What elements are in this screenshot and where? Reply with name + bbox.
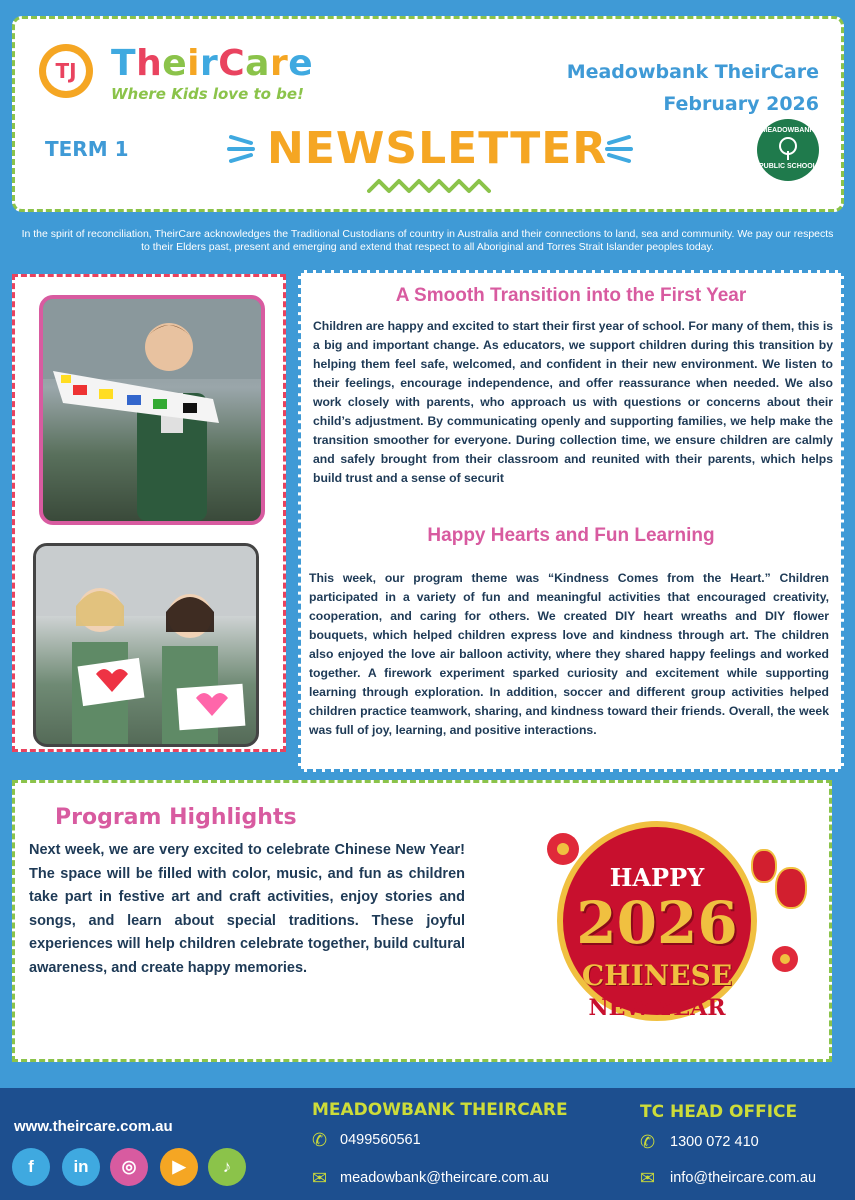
email-icon: ✉ [312,1168,328,1188]
office-email[interactable]: info@theircare.com.au [670,1170,817,1186]
school-name-top: MEADOWBANK [761,127,815,134]
header-panel [12,16,844,212]
acknowledgement-of-country: In the spirit of reconciliation, TheirCare acknowledges the Traditional Custodians of country in Australia and their connections to land, sea and community. We pay our respects to their Elders past, present and emerging and extend that respect to all Aboriginal and Torres Strait Islander peoples today. [21,228,834,253]
centre-email[interactable]: meadowbank@theircare.com.au [340,1170,549,1186]
logo-letters: TJ [55,59,77,83]
photo-panel [12,274,286,752]
brand-letter: h [136,43,163,84]
article-body-happy-hearts: This week, our program theme was “Kindness Comes from the Heart.” Children participated in a variety of fun and meaningful activities that encouraged creativity, cooperation, and caring for others. We created DIY heart wreaths and DIY flower bouquets, which helped children express love and kindness through art. The children also enjoyed the love air balloon activity, where they shared happy feelings and worked together. A firework experiment sparked curiosity and excitement while supporting learning through exploration. In addition, soccer and different group activities helped children practice teamwork, sharing, and kindness toward their friends. Overall, the week was full of joy, learning, and positive interactions. [309,571,829,737]
centre-phone[interactable]: 0499560561 [340,1132,421,1148]
tiktok-icon[interactable]: ♪ [208,1148,246,1186]
article-body-transition: Children are happy and excited to start their first year of school. For many of them, this is a big and important change. As educators, we support children during this transition by helping them feel safe, welcomed, and confident in their new environment. We listen to their feelings, encourage independence, and offer reassurance when needed. We also work closely with parents, who approach us with questions or concerns about their child’s adjustment. By communicating openly and supporting families, we help make the transition smoother for everyone. During collection time, we ensure children are calmly and safely brought from their classroom and reunited with their parents, which helps build trust and a sense of securit [313,319,833,485]
footer [0,1088,855,1200]
brand-letter: e [162,43,188,84]
girls-with-heart-art-illustration [36,546,256,744]
program-highlights-body: Next week, we are very excited to celebrate Chinese New Year! The space will be filled with color, music, and fun as children take part in festive art and craft activities, enjoy stories and songs, and learn about special traditions. These joyful experiences will help children celebrate together, build cultural awareness, and create happy memories. [29,842,465,976]
theircare-logo-icon [39,44,93,98]
boy-with-lego-illustration [43,299,261,521]
linkedin-icon[interactable]: in [62,1148,100,1186]
articles-panel [298,270,844,772]
brand-letter: a [245,43,270,84]
program-highlights-panel [12,780,832,1062]
brand-letter: C [218,43,246,84]
article-title-happy-hearts: Happy Hearts and Fun Learning [427,525,715,546]
lantern-icon [775,867,807,909]
facebook-icon[interactable]: f [12,1148,50,1186]
flower-icon [769,943,801,975]
cny-chinese-text: CHINESE [581,959,733,992]
chinese-new-year-graphic [543,803,803,1043]
school-logo-icon [757,119,819,181]
cny-new-year-text: NEW YEAR [588,995,726,1021]
zigzag-divider-icon [367,175,491,197]
sparkle-right-icon [603,129,633,169]
brand-letter: i [187,43,200,84]
article-title-transition: A Smooth Transition into the First Year [395,285,747,306]
email-icon: ✉ [640,1168,656,1188]
phone-icon: ✆ [640,1132,656,1152]
youtube-icon[interactable]: ▶ [160,1148,198,1186]
cny-year-text: 2026 [576,889,738,957]
tagline: Where Kids love to be! [111,85,304,103]
boy-with-lego-photo [39,295,265,525]
brand-letter: T [111,43,137,84]
head-office-heading: TC HEAD OFFICE [640,1102,798,1122]
brand-name [111,43,313,84]
brand-letter: r [269,43,289,84]
tree-icon [776,137,800,161]
cny-happy-text: HAPPY [609,863,705,892]
term-label: TERM 1 [45,137,129,161]
program-highlights-title: Program Highlights [55,805,297,830]
website-link[interactable]: www.theircare.com.au [14,1118,173,1135]
office-phone[interactable]: 1300 072 410 [670,1134,759,1150]
brand-letter: r [199,43,219,84]
school-name-bottom: PUBLIC SCHOOL [759,163,817,170]
phone-icon: ✆ [312,1130,328,1150]
girls-with-heart-art-photo [33,543,259,747]
centre-contact-heading: MEADOWBANK THEIRCARE [312,1100,568,1120]
newsletter-date: February 2026 [663,93,819,115]
newsletter-title: NEWSLETTER [267,123,608,174]
sparkle-left-icon [227,129,257,169]
instagram-icon[interactable]: ◎ [110,1148,148,1186]
centre-name: Meadowbank TheirCare [566,61,819,83]
brand-letter: e [288,43,314,84]
